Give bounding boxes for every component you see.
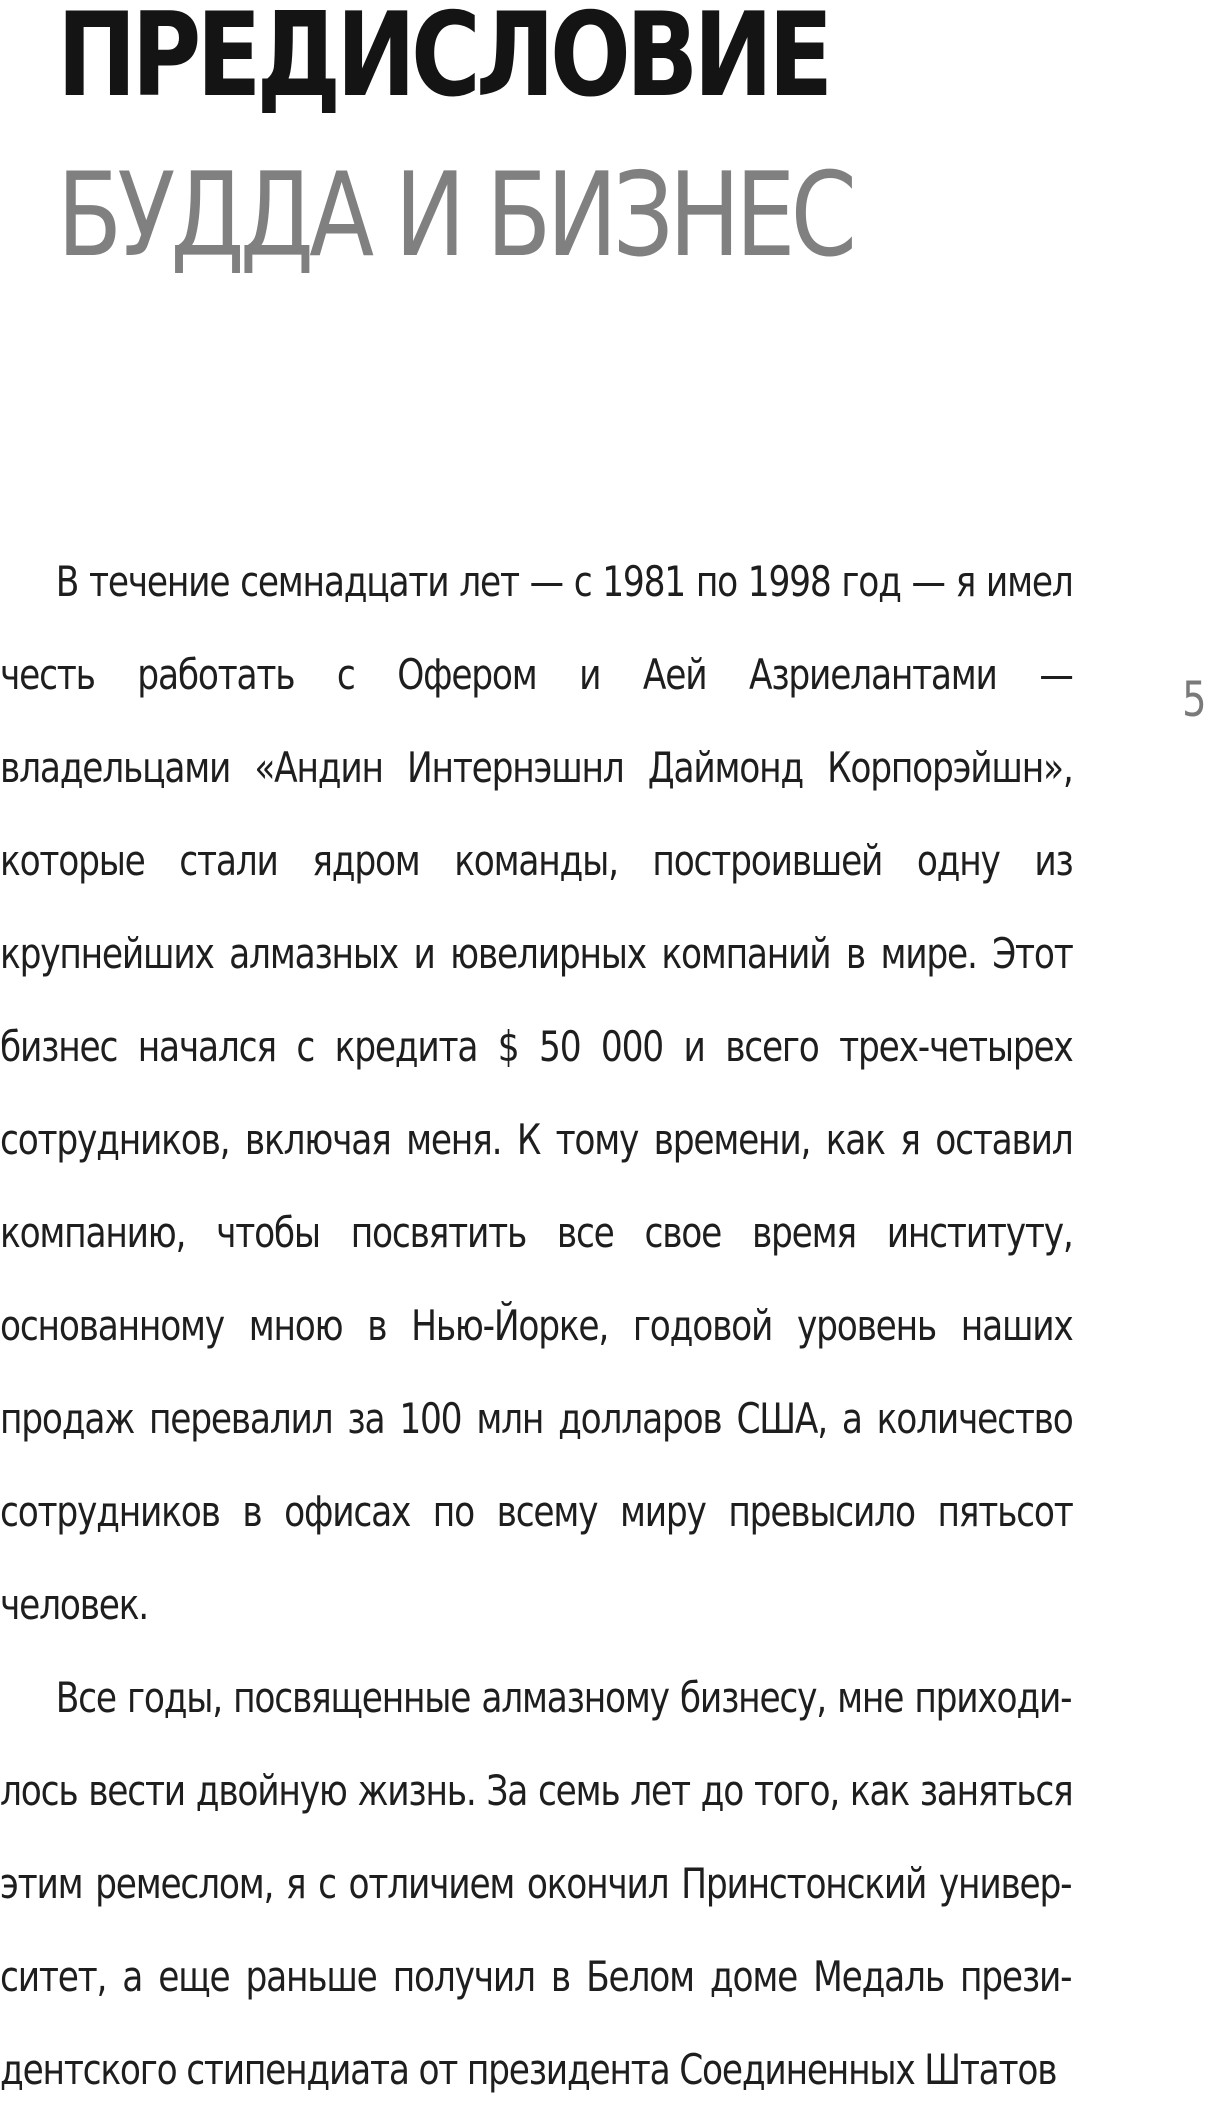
- chapter-title: ПРЕДИСЛОВИЕ: [57, 0, 829, 123]
- paragraph: Все годы, посвященные алмазному бизнесу, мне приходилось вести двойную жизнь. За семь лет до того, как заняться этим ремеслом, я с отличием окончил Принстонский университет, а еще раньше получил в Белом доме Медаль президентского стипендиата от президента Соединенных Штатов: [0, 1673, 1073, 2094]
- paragraph: В течение семнадцати лет — с 1981 по 1998 год — я имел честь работать с Офером и Аей Азриелантами — владельцами «Андин Интернэшнл Даймонд Корпорэйшн», которые стали ядром команды, построившей одну из крупнейших алмазных и ювелирных компаний в мире. Этот бизнес начался с кредита $ 50 000 и всего трех-четырех сотрудников, включая меня. К тому времени, как я оставил компанию, чтобы посвятить все свое время институту, основанному мною в Нью-Йорке, годовой уровень наших продаж перевалил за 100 млн долларов США, а количество сотрудников в офисах по всему миру превысило пятьсот человек.: [0, 557, 1073, 1629]
- body-text: [0, 535, 1073, 2116]
- chapter-subtitle: БУДДА И БИЗНЕС: [57, 148, 853, 283]
- page-number: 5: [1182, 672, 1207, 728]
- chapter-heading: [57, 0, 957, 286]
